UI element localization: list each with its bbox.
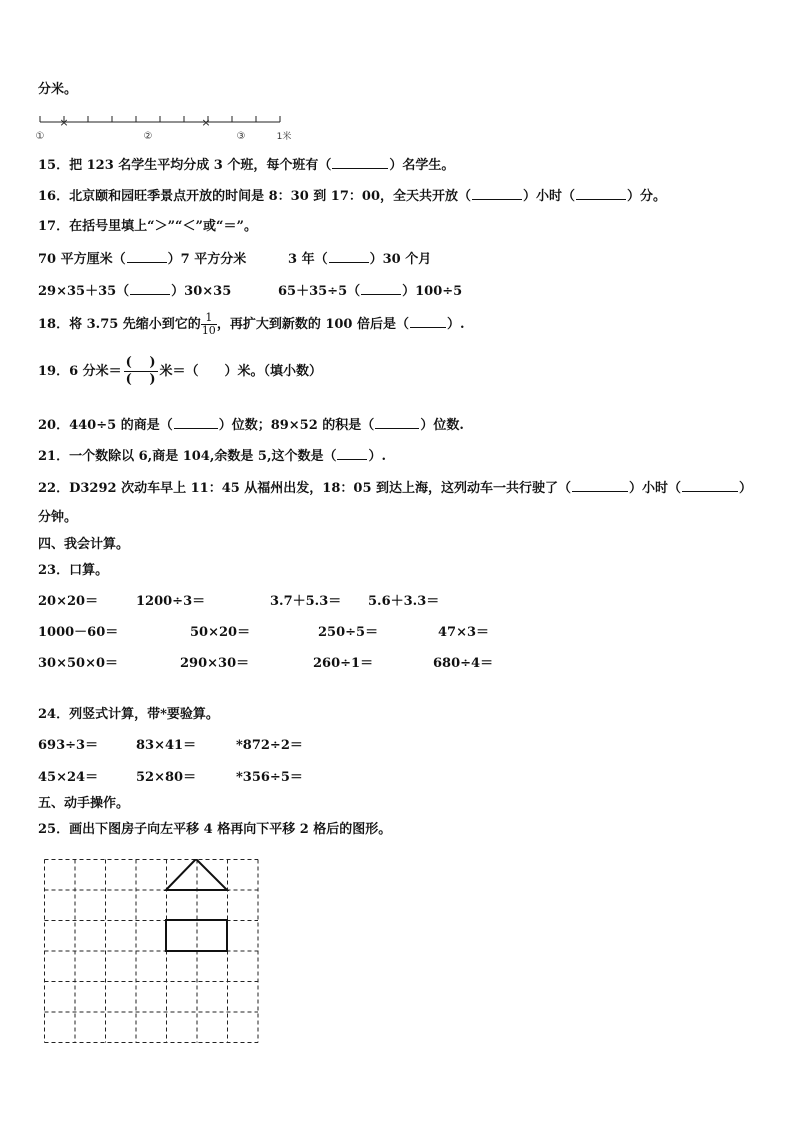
q17-row2-a: 29×35＋35（ ）30×35 <box>38 284 232 299</box>
q17-blank-3[interactable] <box>130 282 170 295</box>
q22-blank-minutes[interactable] <box>682 479 738 492</box>
q20-blank-1[interactable] <box>174 416 218 429</box>
q18-blank[interactable] <box>410 315 446 328</box>
q19: 19．6 分米＝ $\frac{( )}{( )}$ 米＝（ ）米。（填小数） <box>38 355 323 387</box>
ruler-label-2: ② <box>143 131 153 142</box>
q18: 18．将 3.75 先缩小到它的 $\frac{1}{10}$ ，再扩大到新数的 100 倍后是（ ）. <box>38 311 465 337</box>
q24-item: 52×80＝ <box>136 770 197 785</box>
q24-item: 45×24＝ <box>38 770 99 785</box>
q17-row1-a: 70 平方厘米（ ）7 平方分米 <box>38 252 247 267</box>
q24-item: 693÷3＝ <box>38 738 99 753</box>
q16-blank-hours[interactable] <box>472 187 522 200</box>
q23-item: 290×30＝ <box>180 656 250 671</box>
q17-blank-2[interactable] <box>329 250 369 263</box>
q21: 21．一个数除以 6,商是 104,余数是 5,这个数是（ ）. <box>38 449 387 464</box>
q17-row2-b: 65＋35÷5（ ）100÷5 <box>278 284 463 299</box>
q17-title: 17．在括号里填上“＞”“＜”或“＝”。 <box>38 219 257 234</box>
ruler-label-4: 1米 <box>276 132 292 142</box>
q23-item: 5.6＋3.3＝ <box>368 594 440 609</box>
q23-item: 680÷4＝ <box>433 656 494 671</box>
q22: 22．D3292 次动车早上 11：45 从福州出发，18：05 到达上海，这列动车一共行驶了（ ）小时（ ） <box>38 481 753 496</box>
q23-item: 20×20＝ <box>38 594 99 609</box>
section-4-heading: 四、我会计算。 <box>38 537 130 552</box>
svg-text:×: × <box>59 116 69 129</box>
q24-item: 83×41＝ <box>136 738 197 753</box>
q23-item: 1200÷3＝ <box>136 594 206 609</box>
ruler-label-3: ③ <box>236 131 246 142</box>
q23-item: 47×3＝ <box>438 625 490 640</box>
q17-blank-4[interactable] <box>361 282 401 295</box>
q21-blank[interactable] <box>337 447 367 460</box>
house-grid-figure[interactable] <box>44 859 260 1043</box>
fraction-one-tenth: $\frac{1}{10}$ <box>201 311 216 337</box>
q16: 16．北京颐和园旺季景点开放的时间是 8：30 到 17：00，全天共开放（ ）小时（ ）分。 <box>38 189 667 204</box>
q15: 15．把 123 名学生平均分成 3 个班，每个班有（ ）名学生。 <box>38 158 455 173</box>
q17-blank-1[interactable] <box>127 250 167 263</box>
q19-fraction-blank[interactable]: $\frac{( )}{( )}$ <box>125 355 156 387</box>
q23-item: 260÷1＝ <box>313 656 374 671</box>
q23-item: 30×50×0＝ <box>38 656 119 671</box>
q15-blank[interactable] <box>332 156 388 169</box>
q25-title: 25．画出下图房子向左平移 4 格再向下平移 2 格后的图形。 <box>38 822 392 837</box>
q17-row1-b: 3 年（ ）30 个月 <box>288 252 432 267</box>
q14-tail: 分米。 <box>38 82 78 97</box>
q20-blank-2[interactable] <box>375 416 419 429</box>
q20: 20．440÷5 的商是（ ）位数；89×52 的积是（ ）位数. <box>38 418 464 433</box>
q24-title: 24．列竖式计算，带*要验算。 <box>38 707 219 722</box>
q22-tail: 分钟。 <box>38 510 78 525</box>
q23-item: 250÷5＝ <box>318 625 379 640</box>
svg-text:×: × <box>201 116 211 129</box>
q23-item: 3.7＋5.3＝ <box>270 594 342 609</box>
q16-blank-minutes[interactable] <box>576 187 626 200</box>
q24-item: *872÷2＝ <box>236 738 303 753</box>
q23-item: 1000－60＝ <box>38 625 119 640</box>
q23-item: 50×20＝ <box>190 625 251 640</box>
q24-item: *356÷5＝ <box>236 770 303 785</box>
ruler-figure <box>36 112 296 144</box>
q22-blank-hours[interactable] <box>572 479 628 492</box>
section-5-heading: 五、动手操作。 <box>38 796 130 811</box>
q23-title: 23．口算。 <box>38 563 109 578</box>
ruler-label-1: ① <box>36 131 45 142</box>
